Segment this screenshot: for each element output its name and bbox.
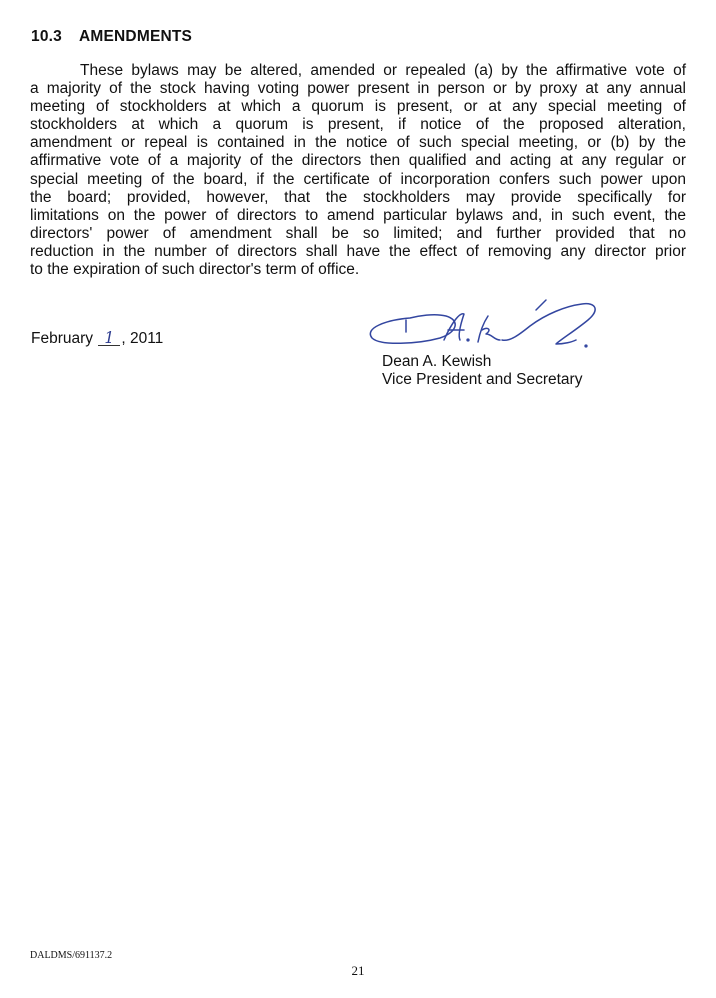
signatory-block <box>382 353 582 390</box>
paragraph-line: affirmative vote of a majority of the directors then qualified and acting at any regular or <box>30 152 686 170</box>
date-year: , 2011 <box>121 330 164 347</box>
paragraph-line: limitations on the power of directors to amend particular bylaws and, in such event, the <box>30 206 686 224</box>
paragraph-line: to the expiration of such director's term of office. <box>30 261 360 279</box>
handwritten-signature <box>360 296 620 358</box>
paragraph-line: meeting of stockholders at which a quorum is present, or at any special meeting of <box>30 98 686 116</box>
paragraph-line: reduction in the number of directors shall have the effect of removing any director prior <box>30 242 686 260</box>
date-day-handwritten: 1 <box>98 331 120 346</box>
signature-date <box>31 330 163 348</box>
paragraph-line: amendment or repeal is contained in the notice of such special meeting, or (b) by the <box>30 134 686 152</box>
section-heading <box>31 28 192 46</box>
paragraph-line: special meeting of the board, if the certificate of incorporation confers such power upon <box>30 170 686 188</box>
paragraph-line: a majority of the stock having voting power present in person or by proxy at any annual <box>30 80 686 98</box>
paragraph-line: These bylaws may be altered, amended or repealed (a) by the affirmative vote of <box>80 62 686 79</box>
amendments-paragraph <box>30 62 686 279</box>
page-number: 21 <box>351 963 365 978</box>
signatory-name: Dean A. Kewish <box>382 353 492 370</box>
paragraph-line: directors' power of amendment shall be so limited; and further provided that no <box>30 224 686 242</box>
signatory-title: Vice President and Secretary <box>382 371 583 389</box>
section-number: 10.3 <box>31 28 62 45</box>
paragraph-line: stockholders at which a quorum is present, if notice of the proposed alteration, <box>30 116 686 134</box>
document-id: DALDMS/691137.2 <box>30 950 113 961</box>
date-month: February <box>31 330 94 347</box>
section-title: AMENDMENTS <box>79 28 193 45</box>
paragraph-line: the board; provided, however, that the stockholders may provide specifically for <box>30 188 686 206</box>
